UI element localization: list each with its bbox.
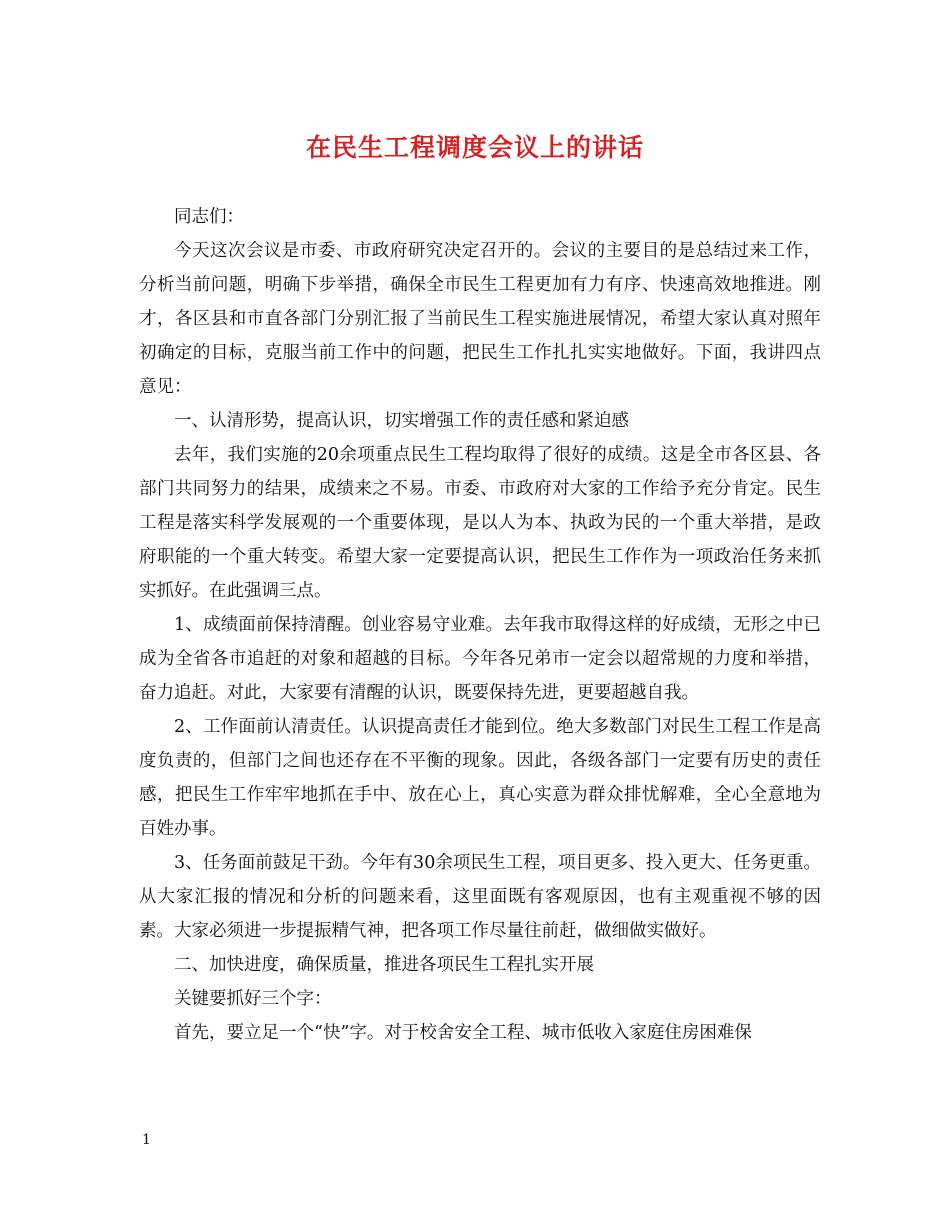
page-number: 1 (142, 1132, 151, 1148)
section-heading-1: 一、认清形势，提高认识，切实增强工作的责任感和紧迫感 (174, 411, 629, 431)
section-heading-2: 二、加快进度，确保质量，推进各项民生工程扎实开展 (174, 955, 594, 975)
paragraph-point-2: 2、工作面前认清责任。认识提高责任才能到位。绝大多数部门对民生工程工作是高度负责的，但部门之间也还存在不平衡的现象。因此，各级各部门一定要有历史的责任感，把民生工作牢牢地抓在手中、放在心上，真心实意为群众排忧解难，全心全意地为百姓办事。 (139, 717, 821, 839)
paragraph-point-3: 3、任务面前鼓足干劲。今年有30余项民生工程，项目更多、投入更大、任务更重。从大家汇报的情况和分析的问题来看，这里面既有客观原因，也有主观重视不够的因素。大家必须进一步提振精气神，把各项工作尽量往前赶，做细做实做好。 (139, 853, 821, 941)
paragraph-intro: 今天这次会议是市委、市政府研究决定召开的。会议的主要目的是总结过来工作，分析当前问题，明确下步举措，确保全市民生工程更加有力有序、快速高效地推进。刚才，各区县和市直各部门分别汇报了当前民生工程实施进展情况，希望大家认真对照年初确定的目标，克服当前工作中的问题，把民生工作扎扎实实地做好。下面，我讲四点意见： (139, 241, 821, 397)
paragraph-last-year: 去年，我们实施的20余项重点民生工程均取得了很好的成绩。这是全市各区县、各部门共同努力的结果，成绩来之不易。市委、市政府对大家的工作给予充分肯定。民生工程是落实科学发展观的一个重要体现，是以人为本、执政为民的一个重大举措，是政府职能的一个重大转变。希望大家一定要提高认识，把民生工作作为一项政治任务来抓实抓好。在此强调三点。 (139, 445, 821, 601)
paragraph-first-fast: 首先，要立足一个“快”字。对于校舍安全工程、城市低收入家庭住房困难保 (174, 1023, 752, 1043)
document-body (139, 200, 821, 1050)
paragraph-point-1: 1、成绩面前保持清醒。创业容易守业难。去年我市取得这样的好成绩，无形之中已成为全省各市追赶的对象和超越的目标。今年各兄弟市一定会以超常规的力度和举措，奋力追赶。对此，大家要有清醒的认识，既要保持先进，更要超越自我。 (139, 615, 821, 703)
paragraph-three-words: 关键要抓好三个字： (174, 989, 332, 1009)
paragraph-salutation: 同志们： (174, 207, 244, 227)
document-title: 在民生工程调度会议上的讲话 (305, 133, 644, 162)
